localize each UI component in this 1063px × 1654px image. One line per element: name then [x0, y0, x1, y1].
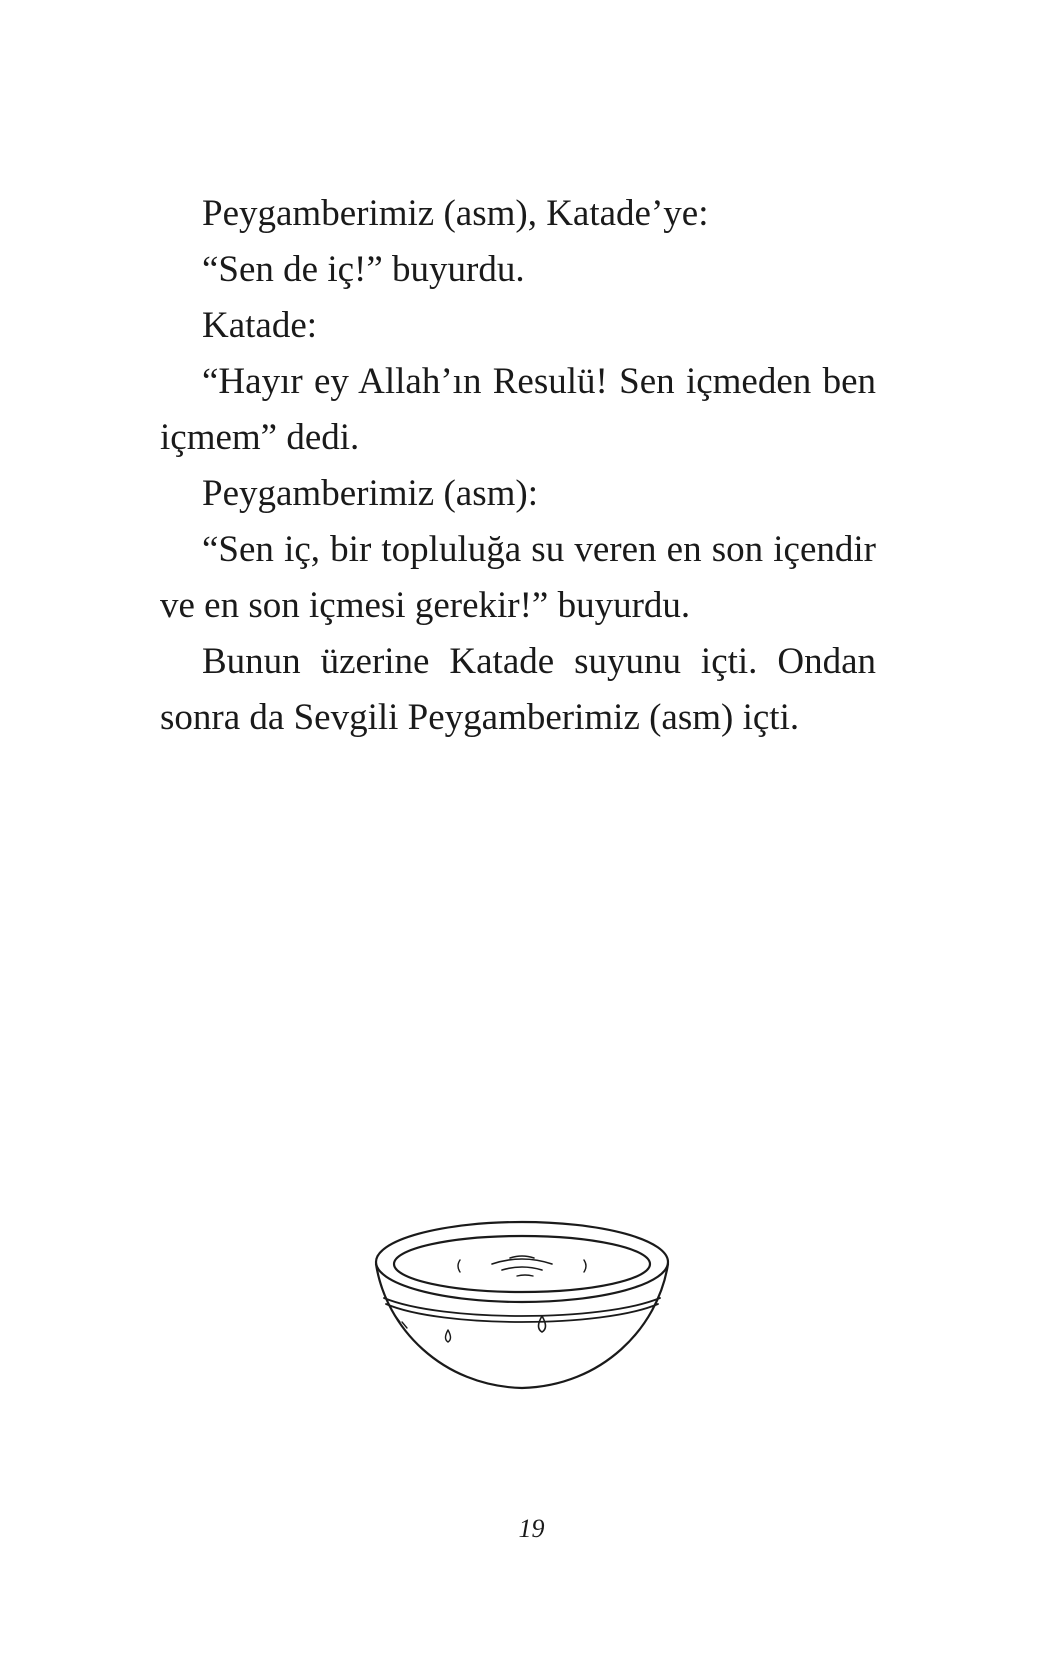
paragraph: “Hayır ey Allah’ın Resulü! Sen içmeden ben içmem” dedi. — [160, 361, 876, 458]
body-text — [160, 186, 876, 746]
paragraph: Bunun üzerine Katade suyunu içti. Ondan sonra da Sevgili Peygamberimiz (asm) içti. — [160, 641, 876, 738]
paragraph: Katade: — [202, 305, 318, 346]
page-number: 19 — [518, 1514, 545, 1543]
paragraph: Peygamberimiz (asm), Katade’ye: — [202, 193, 709, 234]
paragraph: Peygamberimiz (asm): — [202, 473, 538, 514]
paragraph: “Sen iç, bir topluluğa su veren en son içendir ve en son içmesi gerekir!” buyurdu. — [160, 529, 876, 626]
water-bowl-icon — [372, 1218, 672, 1390]
paragraph: “Sen de iç!” buyurdu. — [202, 249, 525, 290]
